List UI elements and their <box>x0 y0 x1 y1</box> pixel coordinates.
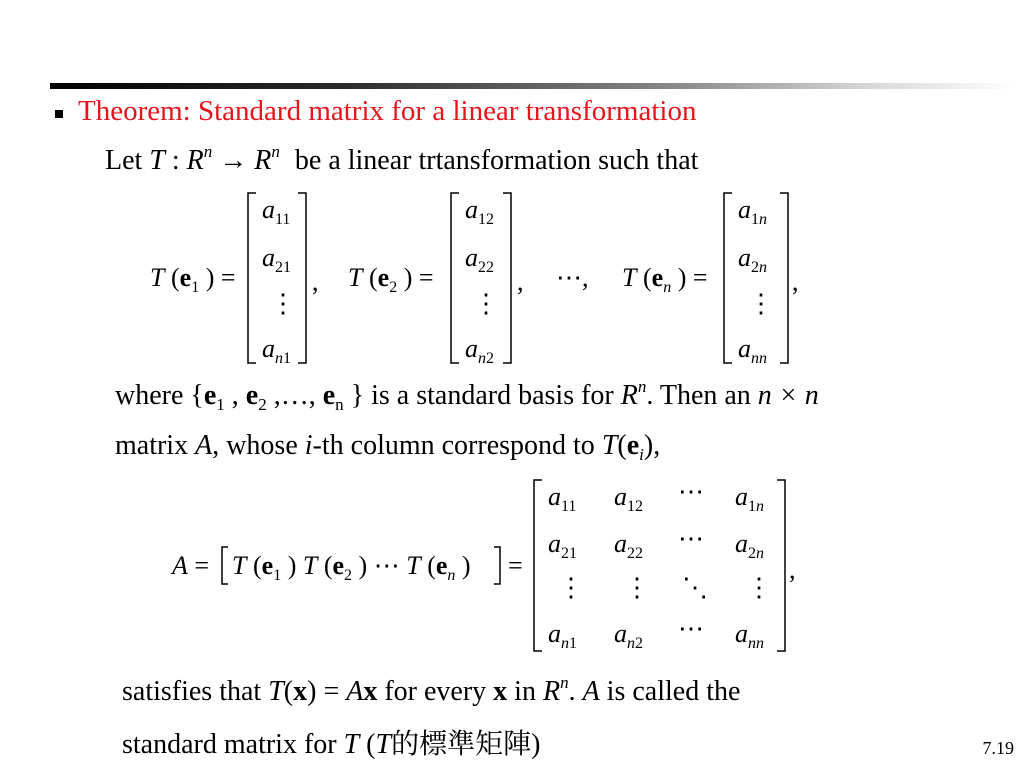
svg-text:⋮: ⋮ <box>746 573 772 602</box>
let-rest-text: be a linear trtansformation such that <box>294 145 699 176</box>
standard-text: standard matrix for <box>122 729 337 760</box>
paren-close: ) <box>307 676 317 707</box>
equals: = <box>323 676 340 707</box>
svg-text:,: , <box>792 267 799 296</box>
arrow: → <box>219 145 248 176</box>
svg-text:⋱: ⋱ <box>682 573 708 602</box>
svg-text:T (e1 ) =: T ($e_1$ ) = <box>150 263 236 296</box>
svg-text:⋮: ⋮ <box>624 573 650 602</box>
where-mid-text: is a standard basis for <box>371 380 614 411</box>
where-word: where <box>115 380 184 411</box>
svg-text:ann: $a_{nn}$ <box>735 619 764 652</box>
svg-text:a1n: $a_1n$ <box>738 195 767 228</box>
svg-text:a11: $a_{11}$ <box>262 195 291 228</box>
exp-n: n <box>203 142 213 161</box>
svg-text:an1: $a_n1$ <box>548 619 577 652</box>
paren-open: ( <box>283 676 294 707</box>
svg-text:,: , <box>789 555 796 584</box>
math-R: R <box>186 145 204 176</box>
vec-x-3: x <box>493 676 508 707</box>
period: . <box>568 676 576 707</box>
svg-text:a11: $a_{11}$ <box>548 482 577 515</box>
satisfies-text: satisfies that <box>122 676 262 707</box>
paren-open: ( <box>366 729 376 760</box>
exp-n: n <box>637 377 647 396</box>
math-T-2: T <box>375 729 392 760</box>
theorem-title: Theorem: Standard matrix for a linear transformation <box>78 95 697 127</box>
math-T: T <box>343 729 360 760</box>
math-T: T <box>268 676 284 707</box>
exp-n-2: n <box>271 142 280 161</box>
math-T: T <box>601 430 618 461</box>
math-A: A <box>346 676 364 707</box>
svg-text:T (en ) =: T ($e_n$ ) = <box>622 263 708 296</box>
svg-text:a22: $a_{22}$ <box>614 529 643 562</box>
svg-text:⋯: ⋯ <box>678 477 704 506</box>
svg-text:=: = <box>508 551 523 580</box>
svg-text:a2n: $a_2n$ <box>738 243 767 276</box>
svg-text:a1n: $a_1n$ <box>735 482 764 515</box>
svg-text:a12: $a_{12}$ <box>614 482 643 515</box>
svg-text:⋯: ⋯ <box>678 524 704 553</box>
svg-text:⋯: ⋯ <box>678 614 704 643</box>
svg-text:a2n: $a_2n$ <box>735 529 764 562</box>
whose-word: , whose <box>212 430 298 461</box>
th-column-text: -th column correspond to <box>312 430 595 461</box>
page-number: 7.19 <box>982 738 1014 758</box>
matrix-word: matrix <box>115 430 189 461</box>
called-text: is called the <box>606 676 741 707</box>
math-i: i <box>304 430 313 461</box>
vec-x: x <box>293 676 308 707</box>
math-A-2: A <box>582 676 600 707</box>
basis-set: {$e_1$ , $e_2$ ,…, $e_n$ } <box>190 380 365 414</box>
svg-text:,: , <box>517 267 524 296</box>
ei-open: $(e_i)$, <box>617 430 661 464</box>
svg-text:a21: $a_{21}$ <box>262 243 291 276</box>
satisfies-line <box>122 674 740 710</box>
svg-text:A =: A = <box>172 551 210 580</box>
math-R-2: R <box>254 145 272 176</box>
paren-close: ) <box>531 729 541 760</box>
ellipsis-between: ⋯, <box>556 263 589 292</box>
svg-text:a21: $a_{21}$ <box>548 529 577 562</box>
let-word: Let <box>105 145 143 176</box>
svg-text:an1: $a_n1$ <box>262 334 291 367</box>
svg-text:⋮: ⋮ <box>748 289 774 318</box>
svg-text:⋮: ⋮ <box>473 289 499 318</box>
svg-text:ann: $a_{nn}$ <box>738 334 767 367</box>
for-every-text: for every <box>384 676 487 707</box>
svg-text:a22: $a_{22}$ <box>465 243 494 276</box>
math-R: R <box>620 380 638 411</box>
svg-text:T (e2 ) =: T ($e_2$ ) = <box>348 263 434 296</box>
vec-x-2: x <box>363 676 378 707</box>
in-text: in <box>514 676 536 707</box>
colon: : <box>171 145 180 176</box>
svg-text:,: , <box>312 267 319 296</box>
math-R: R <box>542 676 561 707</box>
svg-text:⋮: ⋮ <box>270 289 296 318</box>
math-T: T <box>149 145 165 176</box>
chinese-annotation: 的標準矩陣 <box>391 729 532 760</box>
svg-text:a12: $a_{12}$ <box>465 195 494 228</box>
svg-text:an2: $a_n2$ <box>614 619 643 652</box>
math-A: A <box>195 430 213 461</box>
n-times-n: n × n <box>757 380 819 411</box>
svg-text:an2: $a_n2$ <box>465 334 494 367</box>
then-text: . Then an <box>646 380 751 411</box>
svg-text:⋮: ⋮ <box>558 573 584 602</box>
exp-n: n <box>560 673 569 692</box>
standard-line <box>122 727 540 763</box>
svg-text:T (e1 ) T (e2 ) ⋯ T (en ): T ($e_1$ ) T ($e_2$ ) ⋯ T ($e_n$ ) <box>232 551 471 584</box>
